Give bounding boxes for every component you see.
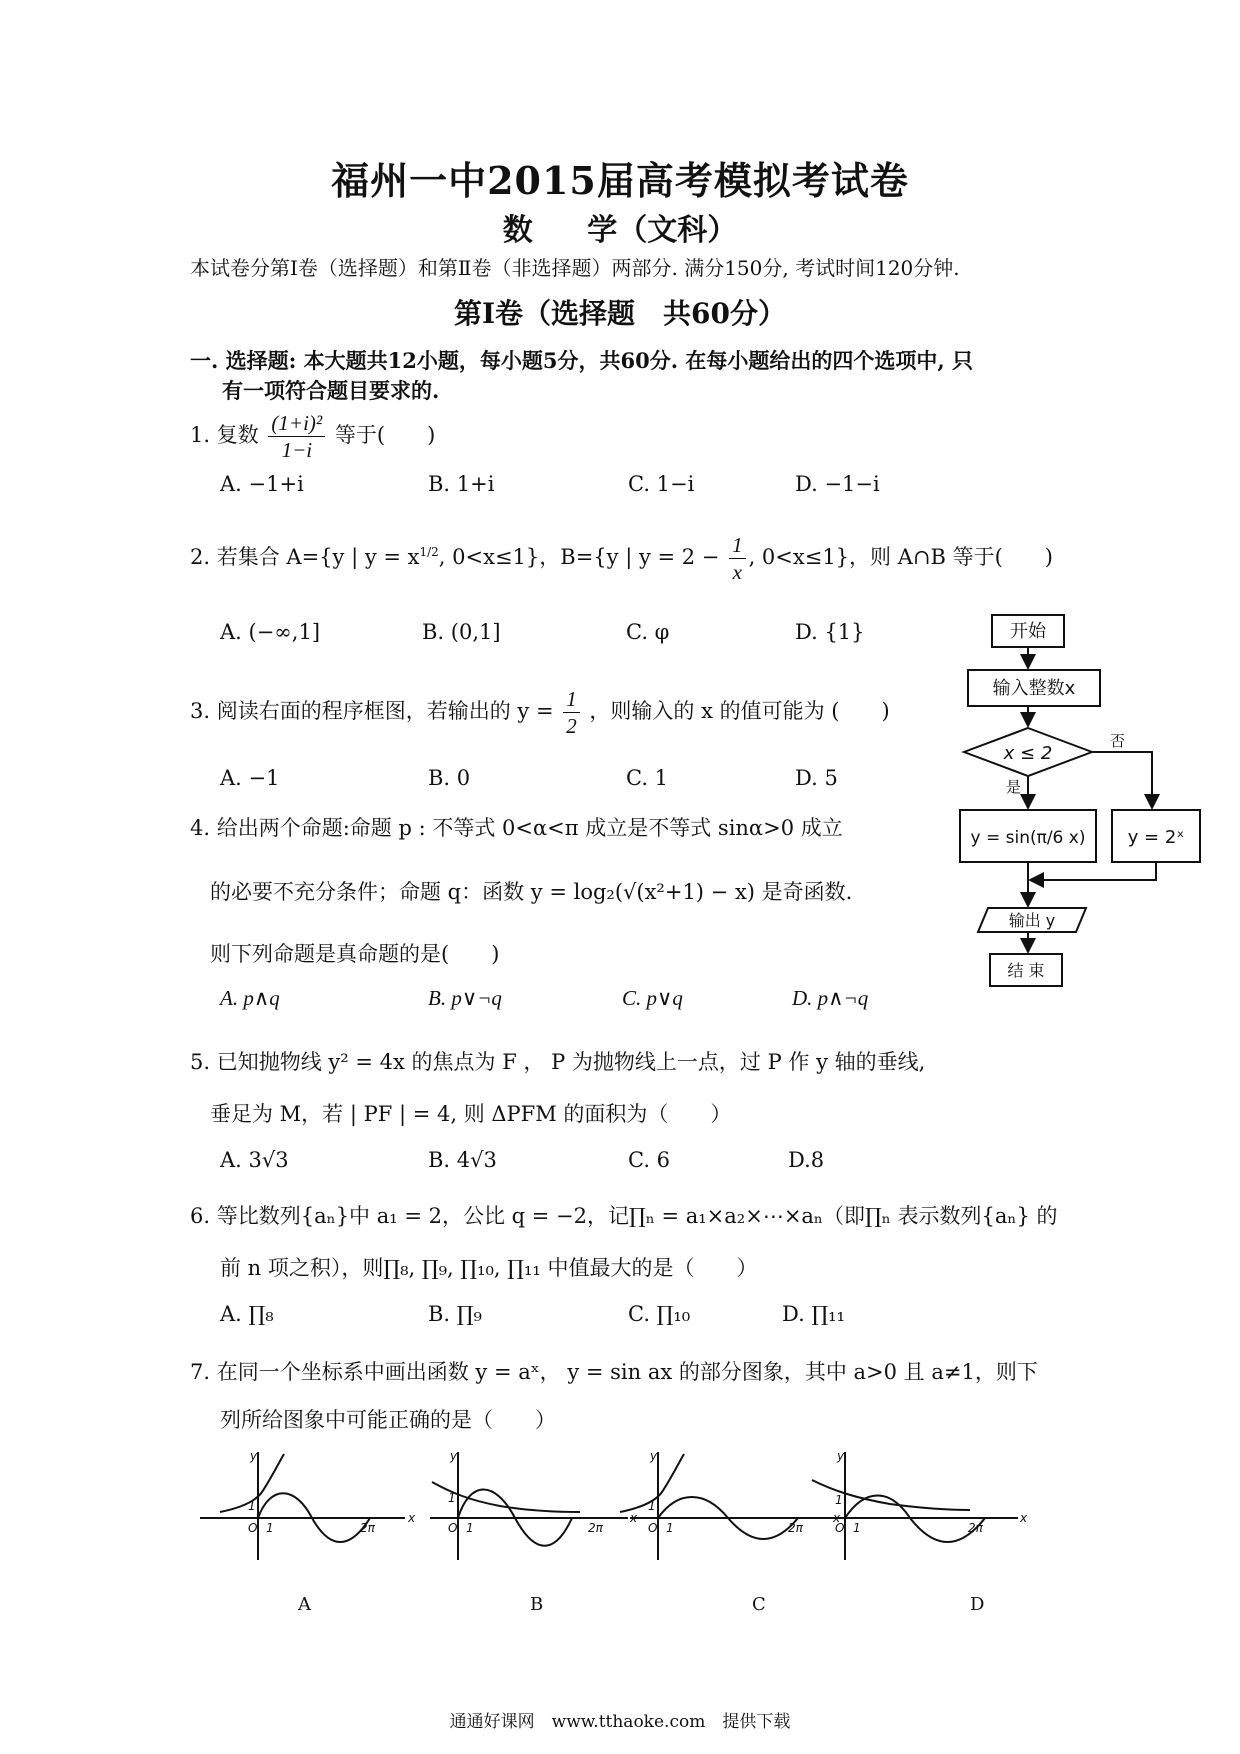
q2-exponent: 1/2: [419, 545, 439, 559]
q1-option-a: A. −1+i: [220, 472, 304, 496]
q3-option-d: D. 5: [795, 766, 838, 790]
q3-fraction: [563, 686, 580, 739]
graph-d-x-tick-2pi: 2π: [968, 1521, 983, 1535]
q3-option-c: C. 1: [626, 766, 669, 790]
flow-arrow-no: [1092, 752, 1152, 808]
q7-line1: [190, 1356, 1038, 1386]
graph-b-x-label: x: [630, 1511, 638, 1525]
q2-option-a: A. (−∞,1]: [220, 620, 321, 644]
graph-d-y-label: y: [837, 1449, 845, 1463]
graph-d-x-tick-1: 1: [853, 1521, 861, 1535]
q1-frac-den: 1−i: [281, 438, 313, 462]
q6-line1-text: 等比数列{aₙ}中 a₁ = 2，公比 q = −2，记∏ₙ = a₁×a₂×⋯×aₙ（即∏ₙ 表示数列{aₙ} 的: [216, 1204, 1058, 1228]
flow-arrow-merge: [1030, 862, 1156, 880]
q1-pre: 复数: [216, 423, 259, 447]
q5-option-a: A. 3√3: [220, 1148, 289, 1172]
graph-d-x-label: x: [1020, 1511, 1028, 1525]
graph-a: [200, 1452, 405, 1560]
graph-c-x-tick-2pi: 2π: [788, 1521, 803, 1535]
q1-frac-num: (1+i)²: [268, 410, 325, 437]
q4-line1-text: 给出两个命题:命题 p : 不等式 0<α<π 成立是不等式 sinα>0 成立: [216, 816, 843, 840]
graph-b-x-tick-1: 1: [466, 1521, 474, 1535]
graph-c-origin: O: [648, 1521, 658, 1535]
graph-label-a: A: [298, 1594, 311, 1615]
q6-option-b: B. ∏₉: [428, 1302, 482, 1326]
graph-a-y-tick-1: 1: [248, 1499, 256, 1513]
flow-yes-label: 是: [1006, 778, 1022, 796]
q2-option-d: D. {1}: [795, 620, 865, 644]
question-1: [190, 410, 435, 463]
q6-option-a: A. ∏₈: [220, 1302, 274, 1326]
q4-line1: [190, 812, 843, 842]
section1-instructions: [190, 346, 1050, 406]
q2-number: 2.: [190, 545, 211, 569]
q5-option-d: D.8: [788, 1148, 825, 1172]
q5-option-c: C. 6: [628, 1148, 671, 1172]
graph-a-origin: O: [248, 1521, 258, 1535]
q5-option-b: B. 4√3: [428, 1148, 497, 1172]
q1-number: 1.: [190, 423, 211, 447]
subject-char-2: 学（文科）: [587, 213, 738, 248]
graph-b: [430, 1452, 628, 1560]
q3-text-b: ，则输入的 x 的值可能为 ( ): [589, 699, 890, 723]
q5-line1: [190, 1046, 925, 1076]
section1-line2: 有一项符合题目要求的.: [222, 378, 440, 403]
q6-number: 6.: [190, 1204, 211, 1228]
q2-frac-num: 1: [729, 532, 746, 559]
q2-text-c: , 0<x≤1}，则 A∩B 等于( ): [748, 545, 1053, 569]
part1-heading: 第Ⅰ卷（选择题 共60分）: [453, 297, 787, 330]
graph-a-y-label: y: [250, 1449, 258, 1463]
exam-title: 福州一中2015届高考模拟考试卷: [331, 158, 909, 203]
q4-line2: 的必要不充分条件；命题 q：函数 y = log₂(√(x²+1) − x) 是奇函数.: [210, 880, 853, 904]
q4-option-b: B. p∨¬q: [428, 986, 502, 1010]
q5-line1-text: 已知抛物线 y² = 4x 的焦点为 F ， P 为抛物线上一点，过 P 作 y 轴的垂线,: [216, 1050, 926, 1074]
graph-a-x-label: x: [408, 1511, 416, 1525]
q6-line1: [190, 1200, 1058, 1230]
graph-b-x-tick-2pi: 2π: [588, 1521, 603, 1535]
question-3: [190, 686, 890, 739]
graph-b-origin: O: [448, 1521, 458, 1535]
q2-text-a: 若集合 A={y | y = x: [216, 545, 420, 569]
q2-fraction: [729, 532, 746, 585]
flow-no-label: 否: [1110, 732, 1126, 750]
flow-yes-box-label: y = sin(π/6 x): [970, 828, 1086, 848]
q1-option-b: B. 1+i: [428, 472, 495, 496]
graph-c-y-label: y: [650, 1449, 658, 1463]
question-2: [190, 532, 1053, 585]
q2-text-b: , 0<x≤1}，B={y | y = 2 −: [438, 545, 720, 569]
q7-graphs: [200, 1440, 1080, 1580]
flow-no-box-label: y = 2ˣ: [1127, 827, 1185, 848]
q7-line2: 列所给图象中可能正确的是（ ）: [220, 1408, 556, 1432]
subject-char-1: 数: [502, 213, 533, 248]
q4-line3: 则下列命题是真命题的是( ): [210, 942, 500, 966]
q4-option-a: A. p∧q: [220, 986, 280, 1010]
exam-subject: [0, 205, 1240, 249]
q6-option-d: D. ∏₁₁: [782, 1302, 845, 1326]
q1-option-d: D. −1−i: [795, 472, 880, 496]
q4-option-d: D. p∧¬q: [792, 986, 869, 1010]
q3-option-b: B. 0: [428, 766, 471, 790]
program-flowchart: [950, 600, 1210, 1000]
graph-b-y-tick-1: 1: [448, 1491, 456, 1505]
flow-start-label: 开始: [1010, 621, 1046, 642]
q4-number: 4.: [190, 816, 211, 840]
q1-option-c: C. 1−i: [628, 472, 695, 496]
flow-output-label: 输出 y: [1008, 911, 1056, 930]
q5-number: 5.: [190, 1050, 211, 1074]
q2-option-c: C. φ: [626, 620, 670, 644]
q7-number: 7.: [190, 1360, 211, 1384]
q5-line2: 垂足为 M，若 | PF | = 4, 则 ΔPFM 的面积为（ ）: [210, 1102, 732, 1126]
flow-input-label: 输入整数x: [992, 678, 1076, 699]
graph-c-x-label: x: [833, 1511, 841, 1525]
q3-frac-num: 1: [563, 686, 580, 713]
page-footer: 通通好课网 www.tthaoke.com 提供下载: [449, 1712, 791, 1732]
graph-b-y-label: y: [450, 1449, 458, 1463]
q6-option-c: C. ∏₁₀: [628, 1302, 691, 1326]
q3-text-a: 阅读右面的程序框图，若输出的 y =: [216, 699, 554, 723]
q2-frac-den: x: [732, 560, 742, 584]
graph-label-c: C: [752, 1594, 766, 1615]
graph-a-x-tick-1: 1: [266, 1521, 274, 1535]
graph-c-x-tick-1: 1: [666, 1521, 674, 1535]
graph-label-d: D: [970, 1594, 985, 1615]
q3-frac-den: 2: [566, 714, 577, 738]
q1-post: 等于( ): [334, 423, 436, 447]
section1-line1: 一. 选择题: 本大题共12小题，每小题5分，共60分. 在每小题给出的四个选项中, 只: [190, 348, 973, 373]
graph-a-x-tick-2pi: 2π: [360, 1521, 375, 1535]
graph-d: [812, 1452, 1018, 1560]
q1-fraction: [268, 410, 325, 463]
exam-intro: 本试卷分第Ⅰ卷（选择题）和第Ⅱ卷（非选择题）两部分. 满分150分, 考试时间120分钟.: [190, 256, 960, 280]
graph-c-y-tick-1: 1: [648, 1499, 656, 1513]
q7-line1-text: 在同一个坐标系中画出函数 y = aˣ， y = sin ax 的部分图象，其中 a>0 且 a≠1，则下: [216, 1360, 1038, 1384]
q6-line2: 前 n 项之积），则∏₈, ∏₉, ∏₁₀, ∏₁₁ 中值最大的是（ ）: [220, 1256, 758, 1280]
graph-label-b: B: [530, 1594, 544, 1615]
flow-end-label: 结 束: [1007, 961, 1045, 980]
graph-d-origin: O: [835, 1521, 845, 1535]
q3-number: 3.: [190, 699, 211, 723]
graph-d-y-tick-1: 1: [835, 1493, 843, 1507]
q3-option-a: A. −1: [220, 766, 280, 790]
flow-condition-label: x ≤ 2: [1003, 743, 1053, 764]
q4-option-c: C. p∨q: [622, 986, 683, 1010]
q2-option-b: B. (0,1]: [422, 620, 501, 644]
